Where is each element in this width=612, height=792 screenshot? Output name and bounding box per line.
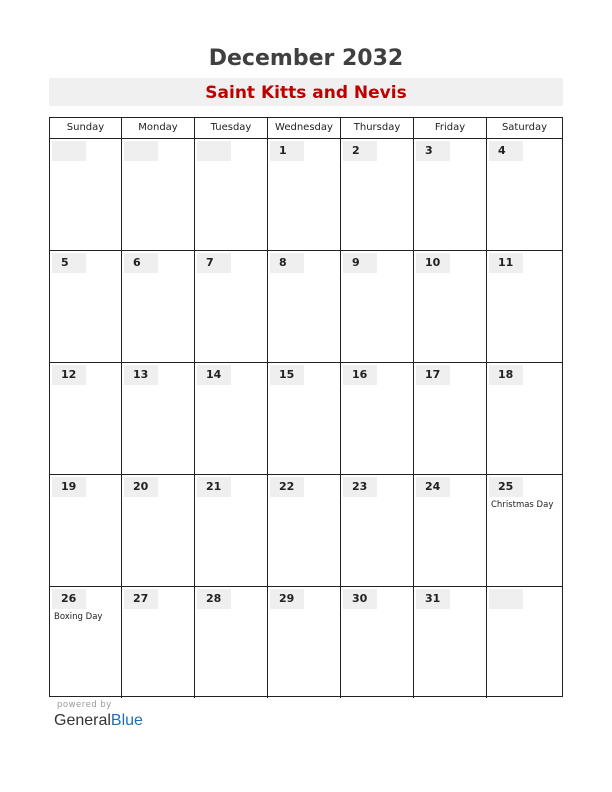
day-number: 22 [270, 477, 304, 497]
calendar-weeks [50, 139, 562, 698]
day-number: 30 [343, 589, 377, 609]
day-cell [341, 475, 414, 587]
holiday-label: Boxing Day [54, 612, 103, 622]
day-cell [487, 475, 562, 587]
brand-logo-general: General [54, 712, 111, 729]
brand-logo[interactable] [54, 712, 143, 730]
weekday-sunday: Sunday [50, 118, 122, 138]
day-cell [195, 139, 268, 251]
day-cell [268, 139, 341, 251]
day-cell [122, 475, 195, 587]
day-cell [50, 475, 122, 587]
weekday-header-row [50, 118, 562, 139]
weekday-wednesday: Wednesday [268, 118, 341, 138]
day-number: 21 [197, 477, 231, 497]
day-cell [487, 139, 562, 251]
day-number: 11 [489, 253, 523, 273]
day-cell [50, 587, 122, 698]
day-cell [341, 139, 414, 251]
day-cell [487, 587, 562, 698]
day-cell [414, 139, 487, 251]
brand-logo-blue: Blue [110, 712, 143, 729]
day-number: 28 [197, 589, 231, 609]
day-number: 9 [343, 253, 377, 273]
day-cell [414, 475, 487, 587]
day-cell [268, 251, 341, 363]
day-cell [268, 587, 341, 698]
day-cell [122, 251, 195, 363]
country-banner [49, 78, 563, 106]
day-number: 26 [52, 589, 86, 609]
day-number: 15 [270, 365, 304, 385]
day-number: 13 [124, 365, 158, 385]
day-cell [50, 363, 122, 475]
day-cell [341, 363, 414, 475]
day-cell [50, 251, 122, 363]
day-number [197, 141, 231, 161]
weekday-friday: Friday [414, 118, 487, 138]
day-cell [268, 363, 341, 475]
day-number: 27 [124, 589, 158, 609]
day-number: 10 [416, 253, 450, 273]
day-number: 23 [343, 477, 377, 497]
holiday-label: Christmas Day [491, 500, 554, 510]
day-cell [487, 251, 562, 363]
day-cell [487, 363, 562, 475]
day-cell [341, 587, 414, 698]
day-cell [341, 251, 414, 363]
day-number: 18 [489, 365, 523, 385]
day-number [489, 589, 523, 609]
day-number: 6 [124, 253, 158, 273]
day-cell [414, 587, 487, 698]
weekday-tuesday: Tuesday [195, 118, 268, 138]
day-cell [195, 363, 268, 475]
day-number: 19 [52, 477, 86, 497]
day-cell [195, 475, 268, 587]
day-number: 16 [343, 365, 377, 385]
day-number: 12 [52, 365, 86, 385]
day-cell [50, 139, 122, 251]
page-title: December 2032 [208, 46, 404, 71]
day-number: 24 [416, 477, 450, 497]
calendar-grid [49, 117, 563, 697]
country-name: Saint Kitts and Nevis [205, 83, 407, 103]
day-number: 20 [124, 477, 158, 497]
day-number [124, 141, 158, 161]
day-cell [414, 251, 487, 363]
powered-by-label: powered by [57, 700, 112, 710]
day-number: 7 [197, 253, 231, 273]
day-cell [122, 587, 195, 698]
day-cell [122, 363, 195, 475]
day-cell [122, 139, 195, 251]
day-cell [195, 251, 268, 363]
day-number [52, 141, 86, 161]
day-number: 5 [52, 253, 86, 273]
day-number: 8 [270, 253, 304, 273]
day-number: 31 [416, 589, 450, 609]
day-cell [268, 475, 341, 587]
weekday-monday: Monday [122, 118, 195, 138]
day-number: 14 [197, 365, 231, 385]
day-number: 3 [416, 141, 450, 161]
day-number: 2 [343, 141, 377, 161]
weekday-thursday: Thursday [341, 118, 414, 138]
day-number: 29 [270, 589, 304, 609]
day-cell [414, 363, 487, 475]
day-number: 4 [489, 141, 523, 161]
day-number: 1 [270, 141, 304, 161]
day-number: 25 [489, 477, 523, 497]
day-number: 17 [416, 365, 450, 385]
day-cell [195, 587, 268, 698]
weekday-saturday: Saturday [501, 122, 548, 133]
